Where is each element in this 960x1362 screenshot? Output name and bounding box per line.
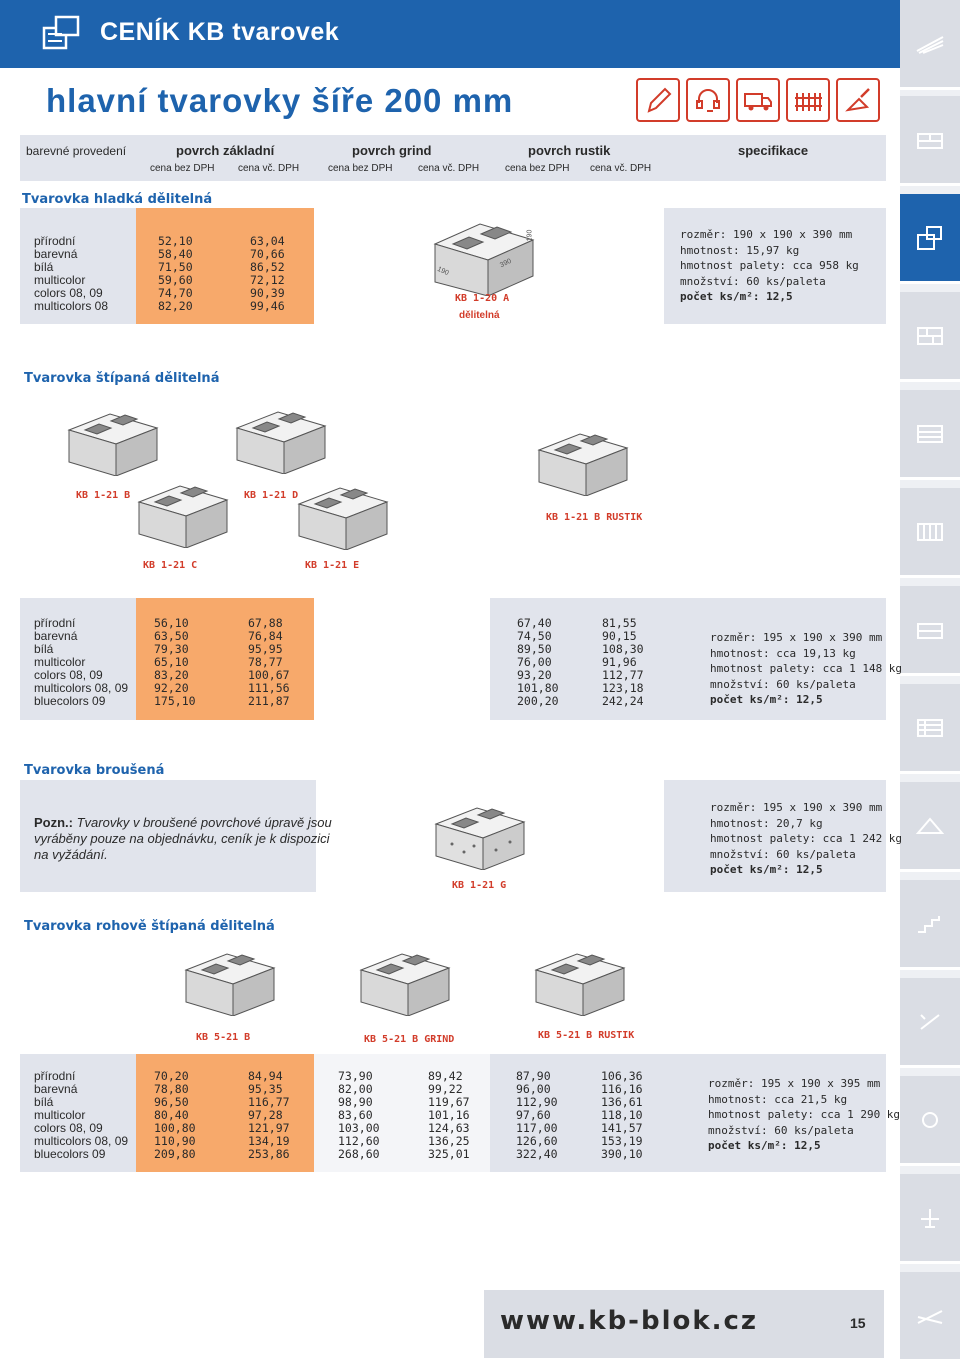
s4-grind-inc: 89,42 99,22 119,67 101,16 124,63 136,25 325,01 bbox=[428, 1069, 470, 1161]
s1-spec: rozměr: 190 x 190 x 390 mm hmotnost: 15,97 kg hmotnost palety: cca 958 kg množství: 60 ks/paleta počet ks/m²: 12,5 bbox=[680, 228, 859, 303]
block-drawing-kb121b bbox=[65, 400, 165, 476]
block-label-kb521b-grind: KB 5-21 B GRIND bbox=[364, 1034, 455, 1045]
header-grind-inc: cena vč. DPH bbox=[418, 163, 480, 174]
s4-labels: přírodní barevná bílá multicolor colors 08, 09 multicolors 08, 09 bluecolors 09 bbox=[34, 1069, 129, 1161]
cap-icon bbox=[915, 815, 945, 837]
block-drawing-kb121e bbox=[295, 474, 395, 550]
s2-rustic-ex: 67,40 74,50 89,50 76,00 93,20 101,80 200,20 bbox=[517, 616, 559, 708]
block-label-kb121g: KB 1-21 G bbox=[452, 880, 507, 891]
header-rustic: povrch rustik bbox=[528, 143, 611, 158]
header-basic: povrch základní bbox=[176, 143, 275, 158]
header-basic-inc: cena vč. DPH bbox=[238, 163, 300, 174]
page-title: hlavní tvarovky šíře 200 mm bbox=[46, 82, 514, 119]
s3-spec: rozměr: 195 x 190 x 390 mm hmotnost: 20,7 kg hmotnost palety: cca 1 242 kg množství: 60 ks/paleta počet ks/m²: 12,5 bbox=[710, 801, 903, 876]
tab-stairs[interactable] bbox=[900, 880, 960, 970]
tiles-icon bbox=[915, 1305, 945, 1327]
block-drawing-kb121b-rustik bbox=[535, 420, 635, 496]
paving-icon bbox=[915, 33, 945, 55]
s3-note: Pozn.: Tvarovky v broušené povrchové úpravě jsou vyráběny pouze na objednávku, ceník je k dispozici na vyžádání. bbox=[34, 815, 332, 862]
section-title-split: Tvarovka štípaná dělitelná bbox=[24, 371, 220, 386]
header-colors: barevné provedení bbox=[26, 144, 127, 158]
tab-pillars[interactable] bbox=[900, 684, 960, 774]
tab-garden[interactable] bbox=[900, 1076, 960, 1166]
garden-icon bbox=[915, 1109, 945, 1131]
block-drawing-kb521b-rustik bbox=[532, 940, 632, 1016]
block-drawing-kb121c bbox=[135, 472, 235, 548]
tab-blocks[interactable] bbox=[900, 96, 960, 186]
s4-grind-ex: 73,90 82,00 98,90 83,60 103,00 112,60 268,60 bbox=[338, 1069, 380, 1161]
header-title: CENÍK KB tvarovek bbox=[100, 18, 340, 46]
header-grind: povrch grind bbox=[352, 143, 432, 158]
tab-fence[interactable] bbox=[900, 586, 960, 676]
header-rustic-inc: cena vč. DPH bbox=[590, 163, 652, 174]
block-shapes-icon bbox=[915, 225, 945, 251]
tool-icons bbox=[636, 78, 880, 122]
s2-rustic-inc: 81,55 90,15 108,30 91,96 112,77 123,18 242,24 bbox=[602, 616, 644, 708]
split-block-icon bbox=[915, 423, 945, 445]
stairs-icon bbox=[915, 913, 945, 935]
pillar-icon bbox=[915, 717, 945, 739]
block-label-kb121c: KB 1-21 C bbox=[143, 560, 198, 571]
dim-190-a: 190 bbox=[436, 265, 450, 278]
block-sub-label: dělitelná bbox=[459, 310, 500, 321]
header-rustic-ex: cena bez DPH bbox=[505, 163, 570, 174]
block-label-kb121d: KB 1-21 D bbox=[244, 490, 299, 501]
category-strip bbox=[900, 0, 960, 1358]
block-label-kb121b-rustik: KB 1-21 B RUSTIK bbox=[546, 512, 643, 523]
tab-fountain[interactable] bbox=[900, 1174, 960, 1264]
section-title-smooth: Tvarovka hladká dělitelná bbox=[22, 192, 213, 207]
block-drawing-kb521b-grind bbox=[357, 940, 457, 1016]
s1-basic-ex: 52,10 58,40 71,50 59,60 74,70 82,20 bbox=[158, 234, 193, 313]
block-drawing-kb121g bbox=[432, 794, 532, 870]
tab-split-blocks[interactable] bbox=[900, 390, 960, 480]
truck-icon bbox=[736, 78, 780, 122]
tab-block-shapes[interactable] bbox=[900, 194, 960, 284]
header-spec: specifikace bbox=[738, 143, 809, 158]
tab-paving[interactable] bbox=[900, 0, 960, 90]
s1-basic-inc: 63,04 70,66 86,52 72,12 90,39 99,46 bbox=[250, 234, 285, 313]
s1-labels: přírodní barevná bílá multicolor colors 08, 09 multicolors 08 bbox=[34, 234, 109, 313]
masonry-icon bbox=[915, 521, 945, 543]
tab-caps[interactable] bbox=[900, 782, 960, 872]
block-drawing-kb521b bbox=[182, 940, 282, 1016]
tab-accessories[interactable] bbox=[900, 978, 960, 1068]
headset-icon bbox=[686, 78, 730, 122]
website-link[interactable]: www.kb-blok.cz bbox=[500, 1306, 759, 1336]
block-label-kb121b: KB 1-21 B bbox=[76, 490, 131, 501]
s2-labels: přírodní barevná bílá multicolor colors 08, 09 multicolors 08, 09 bluecolors 09 bbox=[34, 616, 129, 708]
dim-390-a: 390 bbox=[499, 257, 513, 270]
s2-basic-ex: 56,10 63,50 79,30 65,10 83,20 92,20 175,10 bbox=[154, 616, 196, 708]
s4-rustic-ex: 87,90 96,00 112,90 97,60 117,00 126,60 322,40 bbox=[516, 1069, 558, 1161]
block-drawing-kb120a bbox=[425, 204, 545, 296]
s2-basic-inc: 67,88 76,84 95,95 78,77 100,67 111,56 211,87 bbox=[248, 616, 290, 708]
column-header-row bbox=[20, 135, 886, 181]
block-label-kb521b-rustik: KB 5-21 B RUSTIK bbox=[538, 1030, 635, 1041]
s4-rustic-inc: 106,36 116,16 136,61 118,10 141,57 153,19 390,10 bbox=[601, 1069, 643, 1161]
tab-masonry[interactable] bbox=[900, 488, 960, 578]
fountain-icon bbox=[915, 1205, 945, 1231]
tab-wall-blocks[interactable] bbox=[900, 292, 960, 382]
block-label-kb121e: KB 1-21 E bbox=[305, 560, 360, 571]
section-title-corner: Tvarovka rohově štípaná dělitelná bbox=[24, 919, 275, 934]
fence-icon bbox=[786, 78, 830, 122]
dim-190-b: 190 bbox=[526, 229, 534, 242]
section-title-ground: Tvarovka broušená bbox=[24, 763, 165, 778]
page-number: 15 bbox=[850, 1315, 866, 1331]
header-basic-ex: cena bez DPH bbox=[150, 163, 215, 174]
s4-basic-ex: 70,20 78,80 96,50 80,40 100,80 110,90 209,80 bbox=[154, 1069, 196, 1161]
blocks-icon bbox=[915, 128, 945, 152]
trowel-icon bbox=[836, 78, 880, 122]
fence-tab-icon bbox=[915, 619, 945, 641]
block-label-kb120a: KB 1-20 A bbox=[455, 293, 510, 304]
block-label-kb521b: KB 5-21 B bbox=[196, 1032, 251, 1043]
header-grind-ex: cena bez DPH bbox=[328, 163, 393, 174]
s4-spec: rozměr: 195 x 190 x 395 mm hmotnost: cca 21,5 kg hmotnost palety: cca 1 290 kg množství: 60 ks/paleta počet ks/m²: 12,5 bbox=[708, 1077, 901, 1152]
s4-basic-inc: 84,94 95,35 116,77 97,28 121,97 134,19 253,86 bbox=[248, 1069, 290, 1161]
block-drawing-kb121d bbox=[233, 398, 333, 474]
s2-spec: rozměr: 195 x 190 x 390 mm hmotnost: cca 19,13 kg hmotnost palety: cca 1 148 kg množství: 60 ks/paleta počet ks/m²: 12,5 bbox=[710, 631, 903, 706]
wall-icon bbox=[915, 325, 945, 347]
accessory-icon bbox=[915, 1011, 945, 1033]
tab-tiles[interactable] bbox=[900, 1272, 960, 1362]
block-logo-icon bbox=[42, 14, 82, 52]
pencil-icon bbox=[636, 78, 680, 122]
